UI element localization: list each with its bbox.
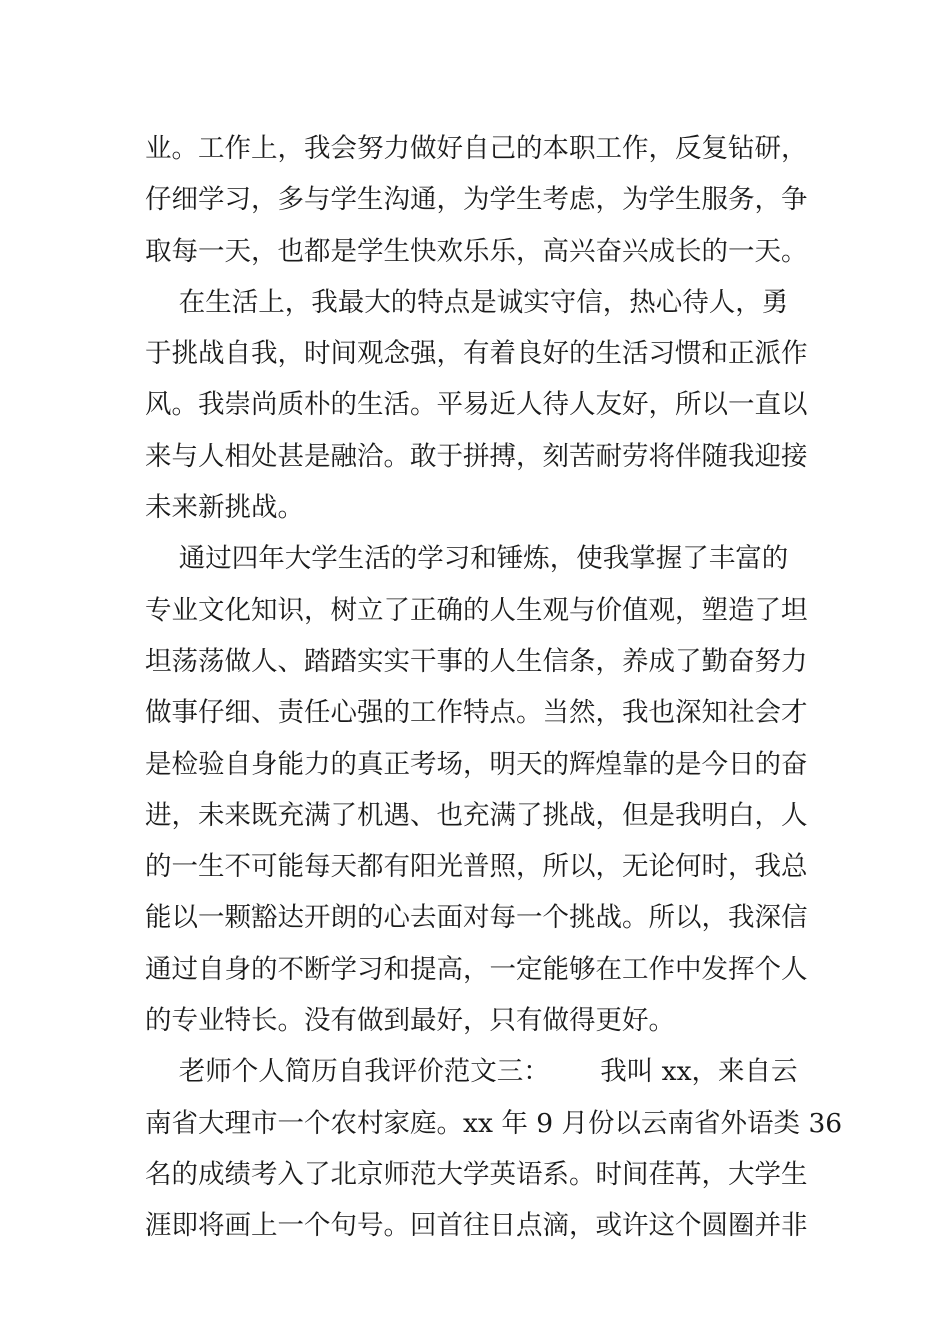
text-line: 取每一天，也都是学生快欢乐乐，高兴奋兴成长的一天。 [145,235,808,267]
text-line: 专业文化知识，树立了正确的人生观与价值观，塑造了坦 [145,594,808,626]
text-line: 在生活上，我最大的特点是诚实守信，热心待人，勇 [145,286,789,318]
text-line: 业。工作上，我会努力做好自己的本职工作，反复钻研， [145,133,808,164]
text-line: 进，未来既充满了机遇、也充满了挑战，但是我明白，人 [145,799,808,831]
text-line: 未来新挑战。 [145,492,304,524]
text-line: 的专业特长。没有做到最好，只有做得更好。 [145,1005,675,1037]
text-line: 通过四年大学生活的学习和锤炼，使我掌握了丰富的 [145,543,789,575]
document-body [145,123,843,1252]
text-line: 是检验自身能力的真正考场，明天的辉煌靠的是今日的奋 [145,748,808,780]
text-line: 风。我崇尚质朴的生活。平易近人待人友好，所以一直以 [145,389,808,421]
text-line: 南省大理市一个农村家庭。xx 年 9 月份以云南省外语类 36 [145,1107,843,1139]
text-line: 的一生不可能每天都有阳光普照，所以，无论何时，我总 [145,851,808,883]
text-line: 坦荡荡做人、踏踏实实干事的人生信条，养成了勤奋努力 [145,645,808,677]
text-line: 能以一颗豁达开朗的心去面对每一个挑战。所以，我深信 [145,902,808,934]
text-line: 做事仔细、责任心强的工作特点。当然，我也深知社会才 [145,697,808,729]
text-line: 来与人相处甚是融洽。敢于拼搏，刻苦耐劳将伴随我迎接 [145,440,808,472]
text-line: 于挑战自我，时间观念强，有着良好的生活习惯和正派作 [145,338,808,370]
text-line: 涯即将画上一个句号。回首往日点滴，或许这个圆圈并非 [145,1210,808,1242]
text-line: 老师个人简历自我评价范文三： 我叫 xx，来自云 [145,1056,798,1088]
text-line: 名的成绩考入了北京师范大学英语系。时间荏苒，大学生 [145,1158,808,1190]
text-line: 通过自身的不断学习和提高，一定能够在工作中发挥个人 [145,953,808,985]
text-line: 仔细学习，多与学生沟通，为学生考虑，为学生服务，争 [145,184,808,216]
